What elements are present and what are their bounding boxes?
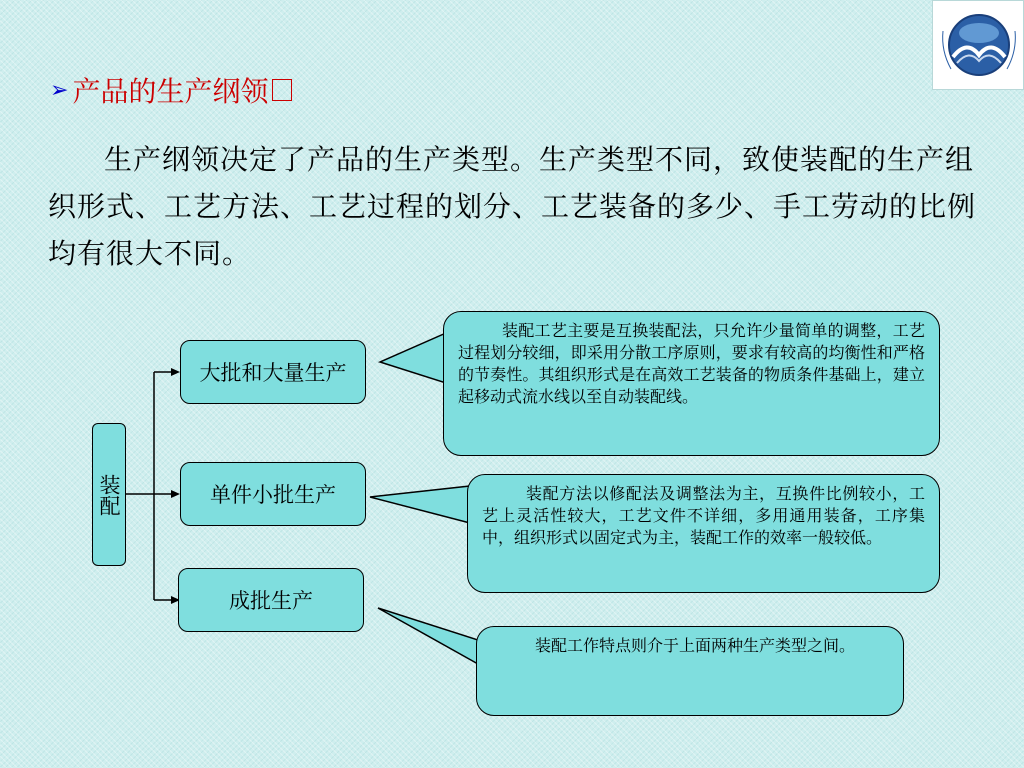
arrow-bullet-icon: ➢ — [50, 77, 69, 103]
type-node-mass-production: 大批和大量生产 — [180, 340, 366, 404]
type-node-single-small-batch: 单件小批生产 — [180, 462, 366, 526]
heading-title: 产品的生产纲领 — [72, 75, 269, 108]
diagram-root-node: 装配 — [92, 423, 126, 566]
type-node-batch-production: 成批生产 — [178, 568, 364, 632]
callout-batch-production: 装配工作特点则介于上面两种生产类型之间。 — [476, 626, 904, 716]
callout-mass-production: 装配工艺主要是互换装配法，只允许少量简单的调整，工艺过程划分较细，即采用分散工序原则，要求有较高的均衡性和严格的节奏性。其组织形式是在高效工艺装备的物质条件基础上，建立起移动式流水线以至自动装配线。 — [443, 311, 940, 456]
intro-paragraph: 生产纲领决定了产品的生产类型。生产类型不同，致使装配的生产组织形式、工艺方法、工艺过程的划分、工艺装备的多少、手工劳动的比例均有很大不同。 — [48, 143, 977, 270]
callout-single-small-batch: 装配方法以修配法及调整法为主，互换件比例较小，工艺上灵活性较大，工艺文件不详细，多用通用装备，工序集中，组织形式以固定式为主，装配工作的效率一般较低。 — [467, 474, 940, 593]
